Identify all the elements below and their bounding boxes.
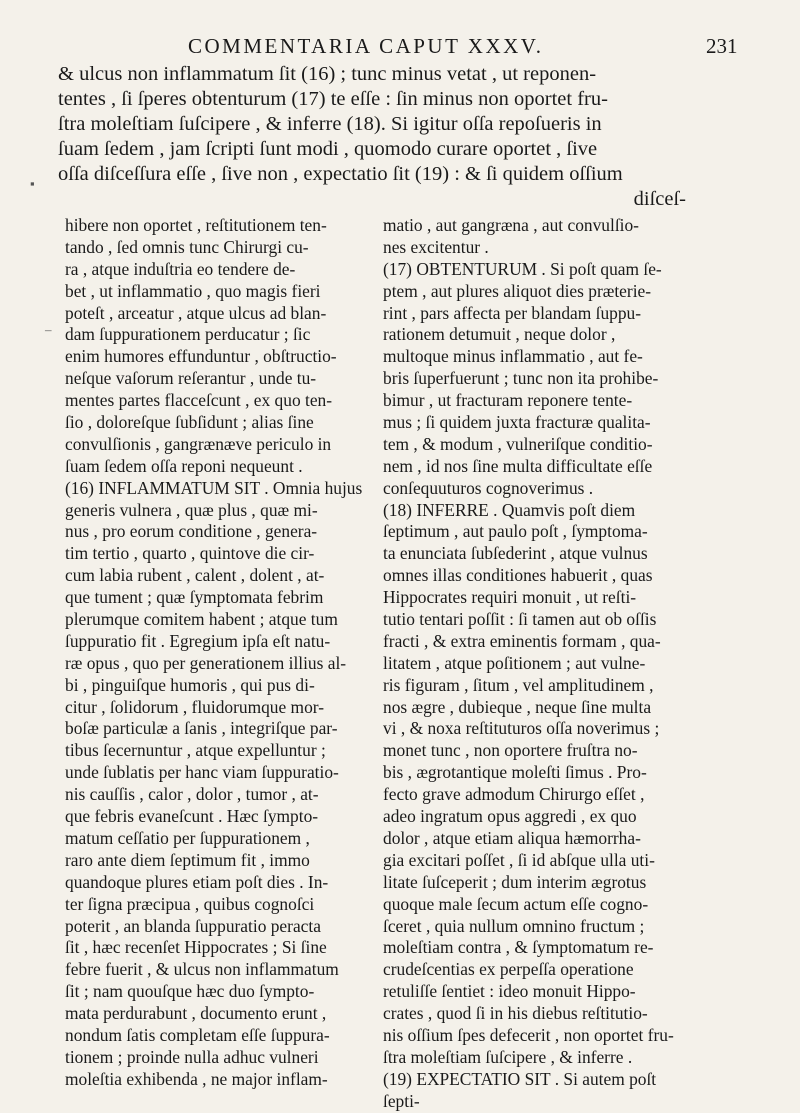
column-line: multoque minus inflammatio , aut fe- <box>383 346 643 367</box>
column-line: adeo ingratum opus aggredi , ex quo <box>383 806 637 827</box>
column-line: vi , & noxa reſtituturos oſſa noverimus ; <box>383 718 660 739</box>
column-line: quandoque plures etiam poſt dies . In- <box>65 871 329 892</box>
column-line: gia excitari poſſet , ſi id abſque ulla uti- <box>383 849 655 870</box>
column-line: tibus ſecernuntur , atque expelluntur ; <box>65 740 326 761</box>
main-text-line: tentes , ſi ſperes obtenturum (17) te eſſe : ſin minus non oportet fru- <box>58 88 608 110</box>
column-line: ta enunciata ſubſederint , atque vulnus <box>383 543 648 564</box>
column-line: febre fuerit , & ulcus non inflammatum <box>65 959 339 980</box>
column-line: (16) INFLAMMATUM SIT . Omnia hujus <box>65 477 363 498</box>
column-line: tem , & modum , vulneriſque conditio- <box>383 433 653 454</box>
column-line: que febris evaneſcunt . Hæc ſympto- <box>65 806 319 827</box>
main-text-line: diſceſ- <box>633 188 686 210</box>
column-line: ter ſigna præcipua , quibus cognoſci <box>65 893 315 914</box>
column-line: tutio tentari poſſit : ſi tamen aut ob oſſis <box>383 609 657 630</box>
column-line: moleſtiam contra , & ſymptomatum re- <box>383 937 654 958</box>
column-line: tando , ſed omnis tunc Chirurgi cu- <box>65 236 309 257</box>
column-line: (17) OBTENTURUM . Si poſt quam ſe- <box>383 258 662 279</box>
column-line: bi , pinguiſque humoris , qui pus di- <box>65 674 315 695</box>
column-line: boſæ particulæ a ſanis , integriſque par- <box>65 718 338 739</box>
margin-mark: – <box>45 322 52 337</box>
column-line: cum labia rubent , calent , dolent , at- <box>65 565 325 586</box>
column-line: citur , ſolidorum , fluidorumque mor- <box>65 696 325 717</box>
page-number: 231 <box>706 34 738 58</box>
column-line: convulſionis , gangrænæve periculo in <box>65 433 332 454</box>
column-line: tim tertio , quarto , quintove die cir- <box>65 543 315 564</box>
column-line: crates , quod ſi in his diebus reſtitutio- <box>383 1003 648 1024</box>
column-line: ſtra moleſtiam ſuſcipere , & inferre . <box>383 1046 633 1067</box>
column-line: nis oſſium ſpes defecerit , non oportet fru- <box>383 1024 674 1045</box>
column-line: tionem ; proinde nulla adhuc vulneri <box>65 1046 319 1067</box>
column-line: ſeptimum , aut paulo poſt , ſymptoma- <box>383 521 648 542</box>
column-line: ſuam ſedem oſſa reponi nequeunt . <box>65 455 303 476</box>
running-title: COMMENTARIA CAPUT XXXV. <box>188 34 544 58</box>
column-line: ſceret , quia nullum omnino fructum ; <box>383 915 645 936</box>
column-line: poteſt , arceatur , atque ulcus ad blan- <box>65 302 327 323</box>
column-line: mus ; ſi quidem juxta fracturæ qualita- <box>383 412 651 433</box>
running-head <box>0 34 800 60</box>
column-line: mata perdurabunt , documento erunt , <box>65 1003 327 1024</box>
column-line: litatem , atque poſitionem ; aut vulne- <box>383 652 646 673</box>
column-line: bet , ut inflammatio , quo magis fieri <box>65 280 321 301</box>
column-line: raro ante diem ſeptimum fit , immo <box>65 849 310 870</box>
column-line: ſio , doloreſque ſubſidunt ; alias ſine <box>65 412 314 433</box>
column-line: ſit ; nam quouſque hæc duo ſympto- <box>65 981 315 1002</box>
column-line: fecto grave admodum Chirurgo eſſet , <box>383 784 645 805</box>
main-text-line: oſſa diſceſſura eſſe , ſive non , expectatio ſit (19) : & ſi quidem oſſium <box>58 163 623 185</box>
commentary-left-column <box>65 215 375 1091</box>
column-line: neſque vaſorum reſerantur , unde tu- <box>65 368 317 389</box>
column-line: que tument ; quæ ſymptomata febrim <box>65 587 324 608</box>
column-line: fracti , & extra eminentis formam , qua- <box>383 630 661 651</box>
column-line: nis cauſſis , calor , dolor , tumor , at- <box>65 784 319 805</box>
column-line: ſepti- <box>383 1090 420 1111</box>
column-line: ſit , hæc recenſet Hippocrates ; Si ſine <box>65 937 327 958</box>
column-line: (19) EXPECTATIO SIT . Si autem poſt <box>383 1068 657 1089</box>
column-line: dolor , atque etiam aliqua hæmorrha- <box>383 827 641 848</box>
column-line: ra , atque induſtria eo tendere de- <box>65 258 296 279</box>
column-line: nus , pro eorum conditione , genera- <box>65 521 318 542</box>
column-line: nem , id nos ſine multa difficultate eſſe <box>383 455 653 476</box>
column-line: unde ſublatis per hanc viam ſuppuratio- <box>65 762 339 783</box>
column-line: omnes illas conditiones habuerit , quas <box>383 565 653 586</box>
column-line: bris ſuperfuerunt ; tunc non ita prohibe- <box>383 368 659 389</box>
column-line: nondum ſatis completam eſſe ſuppura- <box>65 1024 330 1045</box>
column-line: matio , aut gangræna , aut convulſio- <box>383 215 639 235</box>
column-line: (18) INFERRE . Quamvis poſt diem <box>383 499 636 520</box>
column-line: nos ægre , dubieque , neque ſine multa <box>383 696 652 717</box>
column-line: retuliſſe ſentiet : ideo monuit Hippo- <box>383 981 636 1002</box>
main-text-block <box>58 62 686 212</box>
column-line: monet tunc , non oportere fruſtra no- <box>383 740 638 761</box>
column-line: Hippocrates requiri monuit , ut reſti- <box>383 587 637 608</box>
column-line: dam ſuppurationem perducatur ; ſic <box>65 324 311 345</box>
column-line: bis , ægrotantique moleſti ſimus . Pro- <box>383 762 647 783</box>
column-line: hibere non oportet , reſtitutionem ten- <box>65 215 327 235</box>
column-line: mentes partes flacceſcunt , ex quo ten- <box>65 390 333 411</box>
column-line: ptem , aut plures aliquot dies præterie- <box>383 280 652 301</box>
column-line: ræ opus , quo per generationem illius al- <box>65 652 347 673</box>
commentary-right-column <box>383 215 688 1113</box>
column-line: ris figuram , ſitum , vel amplitudinem , <box>383 674 654 695</box>
column-line: generis vulnera , quæ plus , quæ mi- <box>65 499 318 520</box>
main-text-line: & ulcus non inflammatum ſit (16) ; tunc minus vetat , ut reponen- <box>58 63 597 85</box>
main-text-line: ſtra moleſtiam ſuſcipere , & inferre (18). Si igitur oſſa repoſueris in <box>58 113 602 135</box>
column-line: quoque male ſecum actum eſſe cogno- <box>383 893 649 914</box>
column-line: conſequuturos cognoverimus . <box>383 477 594 498</box>
column-line: poterit , an blanda ſuppuratio peracta <box>65 915 321 936</box>
column-line: litate ſuſceperit ; dum interim ægrotus <box>383 871 647 892</box>
column-line: nes excitentur . <box>383 236 489 257</box>
column-line: plerumque comitem habent ; atque tum <box>65 609 338 630</box>
column-line: crudeſcentias ex perpeſſa operatione <box>383 959 634 980</box>
column-line: matum ceſſatio per ſuppurationem , <box>65 827 310 848</box>
column-line: rint , pars affecta per blandam ſuppu- <box>383 302 642 323</box>
margin-mark: ▪ <box>30 176 35 191</box>
column-line: ſuppuratio fit . Egregium ipſa eſt natu- <box>65 630 331 651</box>
main-text-line: ſuam ſedem , jam ſcripti ſunt modi , quomodo curare oportet , ſive <box>58 138 598 160</box>
column-line: moleſtia exhibenda , ne major inflam- <box>65 1068 328 1089</box>
column-line: enim humores effunduntur , obſtructio- <box>65 346 337 367</box>
column-line: bimur , ut fracturam reponere tente- <box>383 390 633 411</box>
column-line: rationem detumuit , neque dolor , <box>383 324 616 345</box>
